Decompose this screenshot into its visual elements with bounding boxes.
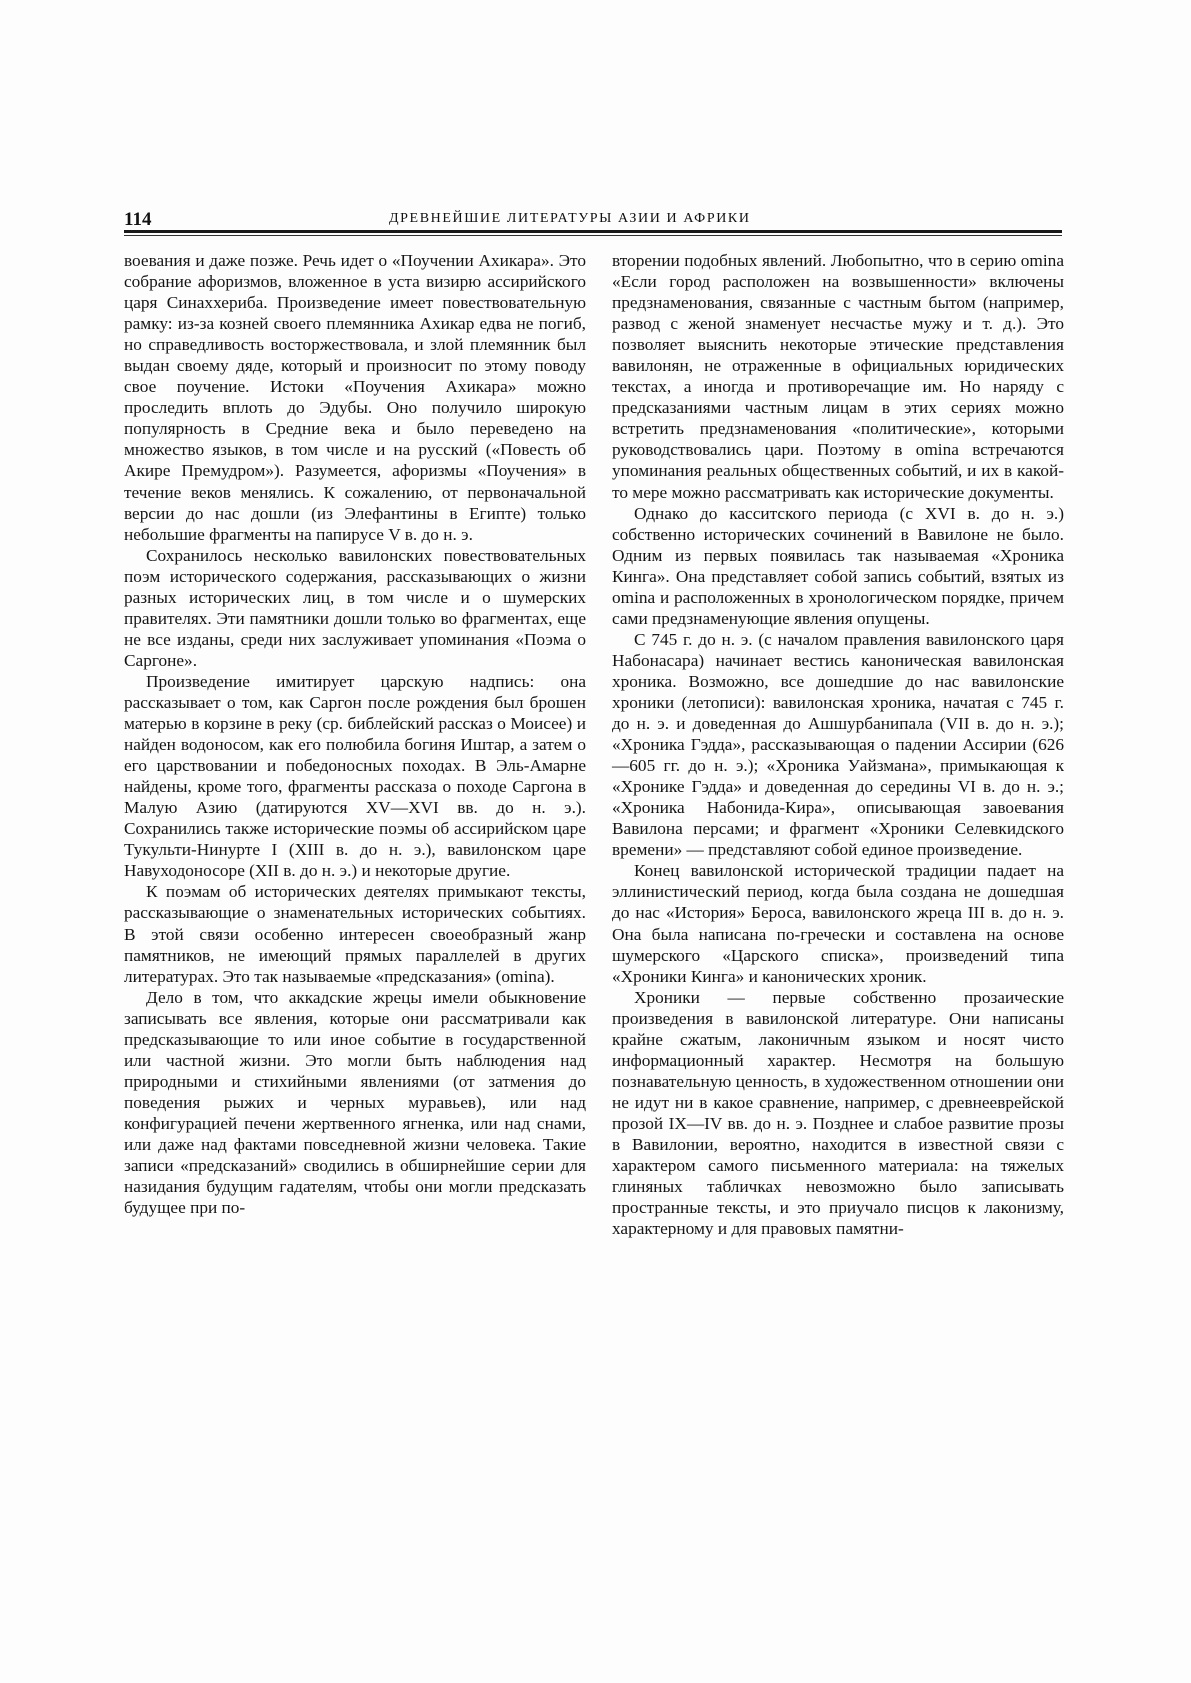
- header-rule: [124, 230, 1062, 233]
- paragraph: С 745 г. до н. э. (с началом правления вавилонского царя Набонасара) начинает вестись каноническая вавилонская хроника. Возможно, все дошедшие до нас вавилонские хроники (летописи): вавилонская хроника, начатая с 745 г. до н. э. и доведенная до Ашшурбанипала (VII в. до н. э.); «Хроника Гэдда», рассказывающая о падении Ассирии (626—605 гг. до н. э.); «Хроника Уайзмана», примыкающая к «Хронике Гэдда» и доведенная до середины VI в. до н. э.; «Хроника Набонида-Кира», описывающая завоевания Вавилона персами; и фрагмент «Хроники Селевкидского времени» — представляют собой единое произведение.: [612, 629, 1064, 860]
- left-column: [124, 250, 586, 1218]
- paragraph: Сохранилось несколько вавилонских повествовательных поэм исторического содержания, рассказывающих о жизни разных исторических лиц, в том числе и о шумерских правителях. Эти памятники дошли только во фрагментах, еще не все изданы, среди них заслуживает упоминания «Поэма о Саргоне».: [124, 545, 586, 670]
- header-rule-thin: [124, 235, 1062, 236]
- paragraph: Произведение имитирует царскую надпись: она рассказывает о том, как Саргон после рождения был брошен матерью в корзине в реку (ср. библейский рассказ о Моисее) и найден водоносом, как его полюбила богиня Иштар, а затем о его царствовании и победоносных походах. В Эль-Амарне найдены, кроме того, фрагменты рассказа о походе Саргона в Малую Азию (датируются XV—XVI вв. до н. э.). Сохранились также исторические поэмы об ассирийском царе Тукульти-Нинурте I (XIII в. до н. э.), вавилонском царе Навуходоносоре (XII в. до н. э.) и некоторые другие.: [124, 671, 586, 881]
- paragraph: вторении подобных явлений. Любопытно, что в серию omina «Если город расположен на возвышенности» включены предзнаменования, связанные с частным бытом (например, развод с женой знаменует несчастье мужу и т. д.). Это позволяет выяснить некоторые этические представления вавилонян, не отраженные в официальных юридических текстах, а иногда и противоречащие им. Но наряду с предсказаниями частным лицам в этих сериях можно встретить предзнаменования «политические», которыми руководствовались цари. Поэтому в omina встречаются упоминания реальных общественных событий, и их в какой-то мере можно рассматривать как исторические документы.: [612, 251, 1064, 502]
- page-number: 114: [124, 209, 152, 230]
- running-title: ДРЕВНЕЙШИЕ ЛИТЕРАТУРЫ АЗИИ И АФРИКИ: [389, 211, 751, 226]
- right-column: [612, 250, 1064, 1239]
- paragraph: Дело в том, что аккадские жрецы имели обыкновение записывать все явления, которые они рассматривали как предсказывающие то или иное событие в государственной или частной жизни. Это могли быть наблюдения над природными и стихийными явлениями (от затмения до поведения рыжих и черных муравьев), или над конфигурацией печени жертвенного ягненка, или над снами, или даже над фактами повседневной жизни человека. Такие записи «предсказаний» сводились в обширнейшие серии для назидания будущим гадателям, чтобы они могли предсказать будущее при по-: [124, 987, 586, 1218]
- paragraph: Хроники — первые собственно прозаические произведения в вавилонской литературе. Они написаны крайне сжатым, лаконичным языком и носят чисто информационный характер. Несмотря на большую познавательную ценность, в художественном отношении они не идут ни в какое сравнение, например, с древнееврейской прозой IX—IV вв. до н. э. Позднее и слабое развитие прозы в Вавилонии, вероятно, находится в известной связи с характером самого письменного материала: на тяжелых глиняных табличках невозможно было записывать пространные тексты, и это приучало писцов к лаконизму, характерному и для правовых памятни-: [612, 987, 1064, 1239]
- page-header: [124, 209, 1062, 229]
- paragraph: воевания и даже позже. Речь идет о «Поучении Ахикара». Это собрание афоризмов, вложенное в уста визирю ассирийского царя Синаххериба. Произведение имеет повествовательную рамку: из-за козней своего племянника Ахикар едва не погиб, но справедливость восторжествовала, и злой племянник был выдан своему дяде, который и произносит по этому поводу свое поучение. Истоки «Поучения Ахикара» можно проследить вплоть до Эдубы. Оно получило широкую популярность в Средние века и было переведено на множество языков, в том числе и на русский («Повесть об Акире Премудром»). Разумеется, афоризмы «Поучения» в течение веков менялись. К сожалению, от первоначальной версии до нас дошли (из Элефантины в Египте) только небольшие фрагменты на папирусе V в. до н. э.: [124, 251, 586, 544]
- paragraph: К поэмам об исторических деятелях примыкают тексты, рассказывающие о знаменательных исторических событиях. В этой связи особенно интересен своеобразный жанр памятников, не имеющий прямых параллелей в других литературах. Это так называемые «предсказания» (omina).: [124, 882, 586, 986]
- paragraph: Однако до касситского периода (с XVI в. до н. э.) собственно исторических сочинений в Вавилоне не было. Одним из первых появилась так называемая «Хроника Кинга». Она представляет собой запись событий, взятых из omina и расположенных в хронологическом порядке, причем сами предзнаменующие явления опущены.: [612, 503, 1064, 628]
- paragraph: Конец вавилонской исторической традиции падает на эллинистический период, когда была создана не дошедшая до нас «История» Бероса, вавилонского жреца III в. до н. э. Она была написана по-гречески и составлена на основе шумерского «Царского списка», произведений типа «Хроники Кинга» и канонических хроник.: [612, 861, 1064, 986]
